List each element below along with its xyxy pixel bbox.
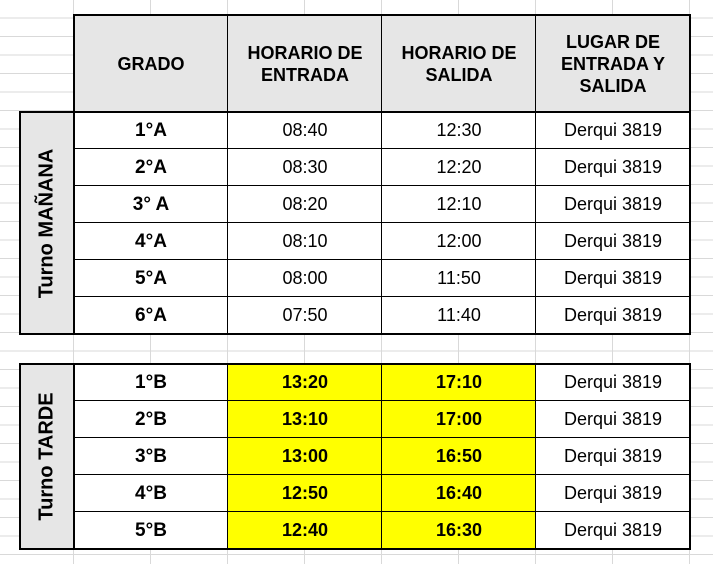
table-row-salida: 16:50 (382, 438, 536, 475)
table-row-lugar: Derqui 3819 (536, 364, 690, 401)
table-row-grado: 3° A (74, 186, 228, 223)
table-row-salida: 11:40 (382, 297, 536, 334)
table-row-grado: 6°A (74, 297, 228, 334)
table-row-entrada: 07:50 (228, 297, 382, 334)
table-row-entrada: 08:30 (228, 149, 382, 186)
table-row-salida: 12:30 (382, 112, 536, 149)
table-row-grado: 2°A (74, 149, 228, 186)
header-salida: HORARIO DE SALIDA (382, 15, 536, 112)
table-row-salida: 16:30 (382, 512, 536, 549)
table-row-grado: 4°A (74, 223, 228, 260)
table-row-salida: 12:10 (382, 186, 536, 223)
table-row-entrada: 13:20 (228, 364, 382, 401)
table-row-lugar: Derqui 3819 (536, 223, 690, 260)
table-row-grado: 5°A (74, 260, 228, 297)
table-row-entrada: 12:50 (228, 475, 382, 512)
header-entrada: HORARIO DE ENTRADA (228, 15, 382, 112)
table-row-entrada: 13:00 (228, 438, 382, 475)
table-row-lugar: Derqui 3819 (536, 260, 690, 297)
turno-manana-text: Turno MAÑANA (35, 148, 58, 298)
table-row-grado: 3°B (74, 438, 228, 475)
turno-manana-label (20, 112, 74, 334)
table-row-salida: 12:20 (382, 149, 536, 186)
turno-tarde-text: Turno TARDE (35, 392, 58, 521)
table-row-lugar: Derqui 3819 (536, 112, 690, 149)
table-row-lugar: Derqui 3819 (536, 475, 690, 512)
table-row-lugar: Derqui 3819 (536, 438, 690, 475)
table-row-lugar: Derqui 3819 (536, 149, 690, 186)
turno-tarde-label (20, 364, 74, 549)
table-row-grado: 5°B (74, 512, 228, 549)
table-row-grado: 4°B (74, 475, 228, 512)
table-row-salida: 12:00 (382, 223, 536, 260)
table-row-entrada: 08:10 (228, 223, 382, 260)
table-row-salida: 16:40 (382, 475, 536, 512)
header-grado: GRADO (74, 15, 228, 112)
table-row-entrada: 12:40 (228, 512, 382, 549)
table-row-grado: 1°B (74, 364, 228, 401)
table-row-salida: 17:00 (382, 401, 536, 438)
table-row-entrada: 08:40 (228, 112, 382, 149)
table-row-lugar: Derqui 3819 (536, 186, 690, 223)
table-row-entrada: 08:00 (228, 260, 382, 297)
table-row-entrada: 08:20 (228, 186, 382, 223)
table-row-grado: 2°B (74, 401, 228, 438)
table-row-grado: 1°A (74, 112, 228, 149)
header-lugar: LUGAR DE ENTRADA Y SALIDA (536, 15, 690, 112)
table-row-salida: 11:50 (382, 260, 536, 297)
table-row-lugar: Derqui 3819 (536, 401, 690, 438)
table-row-lugar: Derqui 3819 (536, 297, 690, 334)
table-row-lugar: Derqui 3819 (536, 512, 690, 549)
table-row-salida: 17:10 (382, 364, 536, 401)
table-row-entrada: 13:10 (228, 401, 382, 438)
